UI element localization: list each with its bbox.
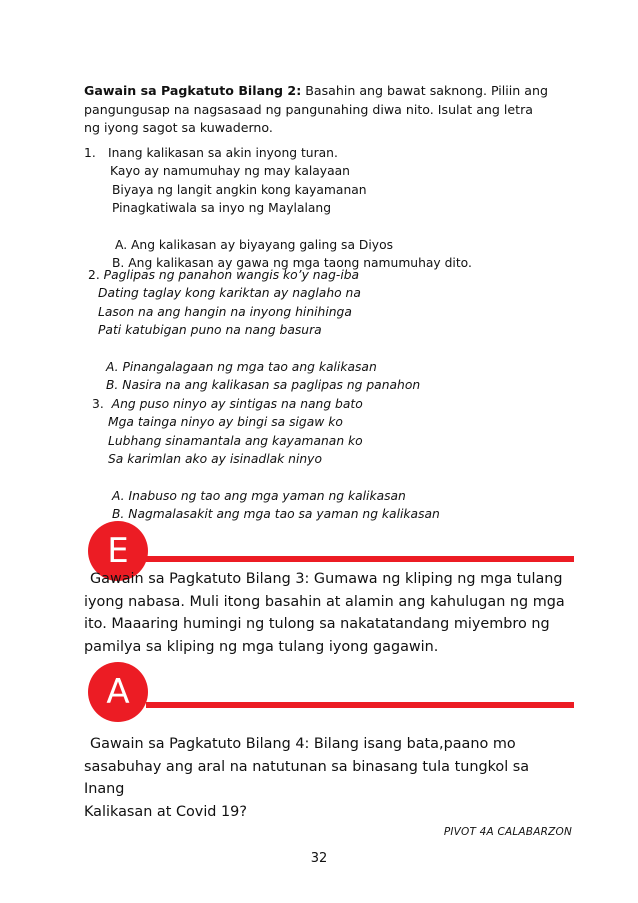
verse-line: Lubhang sinamantala ang kayamanan ko [108, 433, 363, 448]
question-item-3 [92, 395, 562, 523]
task-line: Gumawa ng kliping ng mga tulang [309, 571, 563, 587]
task-line: Kalikasan at Covid 19? [84, 803, 247, 820]
question-number: 3. [92, 397, 104, 411]
verse-line: Biyaya ng langit angkin kong kayamanan [112, 182, 367, 197]
verse-line: Inang kalikasan sa akin inyong turan. [108, 146, 338, 160]
activity-3-text [84, 568, 574, 658]
section-a-badge: A [88, 662, 148, 722]
verse-line: Mga tainga ninyo ay bingi sa sigaw ko [108, 415, 343, 430]
instruction-line: pangungusap na nagsasaad ng pangunahing diwa nito. Isulat ang letra [84, 101, 533, 117]
choice-b: B. Nagmalasakit ang mga tao sa yaman ng kalikasan [112, 507, 440, 522]
instruction-line: ng iyong sagot sa kuwaderno. [84, 120, 273, 136]
section-e-badge: E [88, 521, 148, 581]
instruction-line: Basahin ang bawat saknong. Piliin ang [301, 83, 548, 98]
verse-line: Paglipas ng panahon wangis ko’y nag-iba [103, 268, 360, 282]
choice-a: A. Pinangalagaan ng mga tao ang kalikasan [106, 359, 377, 374]
task-line: ito. Maaaring humingi ng tulong sa nakatatandang miyembro ng [84, 616, 550, 632]
verse-line: Lason na ang hangin na inyong hinihinga [98, 304, 352, 319]
verse-line: Kayo ay namumuhay ng may kalayaan [110, 164, 350, 179]
task-line: sasabuhay ang aral na natutunan sa binasang tula tungkol sa Inang [84, 758, 530, 797]
question-item-1 [84, 144, 554, 272]
section-e-divider [146, 556, 574, 562]
task-line: iyong nabasa. Muli itong basahin at alamin ang kahulugan ng mga [84, 593, 565, 610]
choice-a: A. Inabuso ng tao ang mga yaman ng kalikasan [112, 488, 406, 503]
activity-2-instructions [84, 82, 564, 138]
question-number: 2. [88, 268, 100, 282]
task-line: pamilya sa kliping ng mga tulang iyong gagawin. [84, 638, 439, 655]
activity-4-title: Gawain sa Pagkatuto Bilang 4: [90, 736, 310, 752]
verse-line: Ang puso ninyo ay sintigas na nang bato [111, 397, 363, 411]
footer-org-label: PIVOT 4A CALABARZON [443, 826, 572, 838]
question-number: 1. [84, 146, 96, 160]
page-number: 32 [310, 851, 328, 866]
verse-line: Pinagkatiwala sa inyo ng Maylalang [112, 201, 332, 216]
question-item-2 [88, 266, 558, 394]
task-line: Bilang isang bata,paano mo [309, 736, 516, 752]
activity-3-title: Gawain sa Pagkatuto Bilang 3: [90, 571, 310, 587]
choice-a: A. Ang kalikasan ay biyayang galing sa Diyos [115, 237, 393, 252]
choice-b: B. Ang kalikasan ay gawa ng mga taong namumuhay dito. [112, 256, 472, 271]
verse-line: Pati katubigan puno na nang basura [98, 323, 322, 338]
section-a-divider [146, 702, 574, 708]
verse-line: Dating taglay kong kariktan ay naglaho na [98, 286, 361, 301]
activity-4-text [84, 733, 574, 823]
verse-line: Sa karimlan ako ay isinadlak ninyo [108, 452, 322, 467]
choice-b: B. Nasira na ang kalikasan sa paglipas ng panahon [106, 378, 421, 393]
activity-2-title: Gawain sa Pagkatuto Bilang 2: [84, 83, 302, 98]
